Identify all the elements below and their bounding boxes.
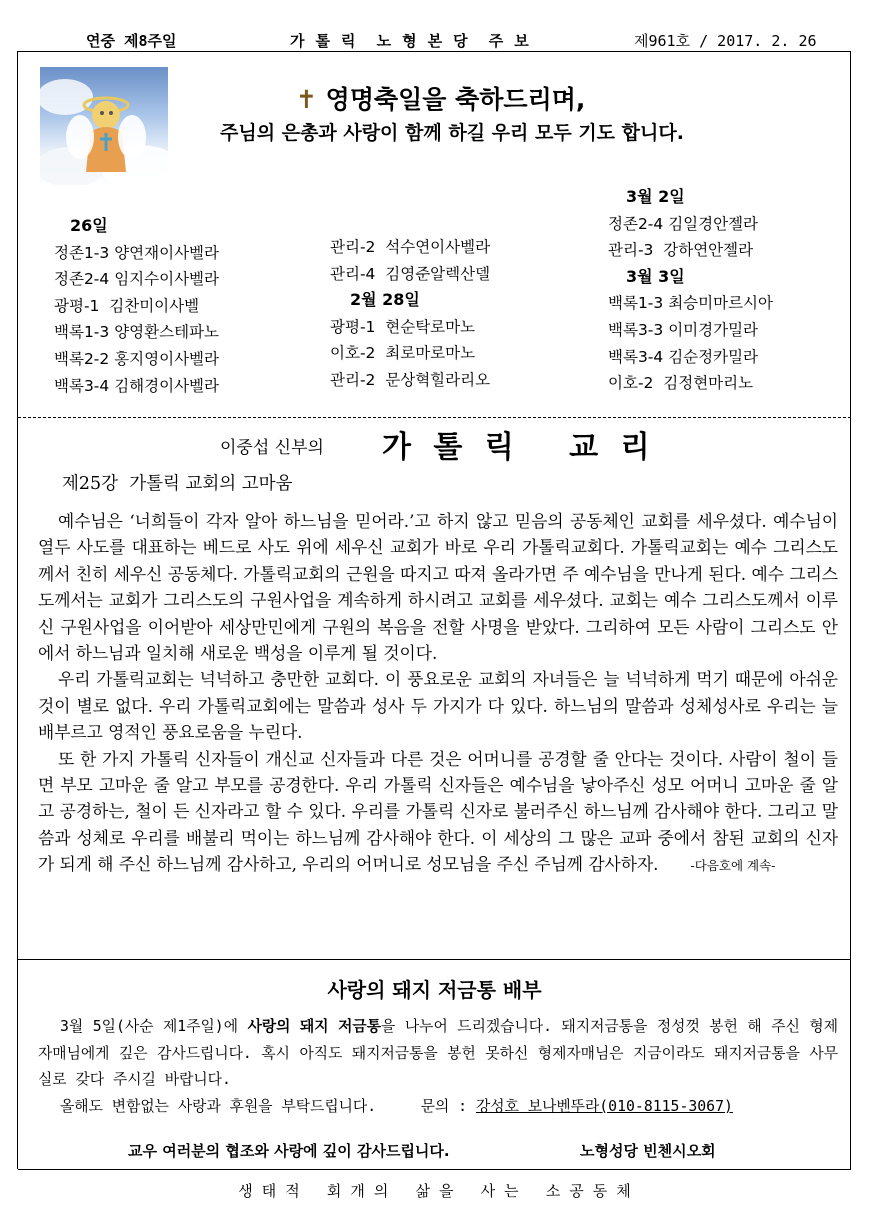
piggy-text: 3월 5일(사순 제1주일)에	[60, 1018, 248, 1035]
piggy-title: 사랑의 돼지 저금통 배부	[327, 978, 542, 1002]
cross-icon: ✝	[296, 85, 317, 114]
continued-note: -다음호에 계속-	[690, 858, 776, 874]
greeting-title: 영명축일을 축하드리며,	[325, 85, 586, 114]
feast-col-3	[608, 184, 773, 397]
feast-day-26: 26일	[70, 216, 108, 235]
catechism-author: 이중섭 신부의	[220, 438, 324, 458]
contact-info: 강성호 보나벤뚜라(010-8115-3067)	[476, 1097, 733, 1115]
piggy-paragraph	[38, 1014, 838, 1094]
feast-name: 관리-2 문상혁힐라리오	[330, 370, 491, 389]
header-title: 가 톨 릭 노 형 본 당 주 보	[290, 32, 530, 50]
greeting-line1	[296, 80, 585, 116]
feast-name: 이호-2 김정현마리노	[608, 374, 754, 393]
piggy-org: 노형성당 빈첸시오회	[580, 1142, 716, 1160]
feast-day-mar2: 3월 2일	[626, 187, 685, 206]
catechism-title: 가 톨 릭 교 리	[382, 430, 656, 465]
feast-name: 광평-1 현순탁로마노	[330, 317, 476, 336]
piggy-text: 을 나누어 드리겠습니다. 돼지저금통을 정성껏 봉헌 해 주신 형제자매님에게 깊은 감사드립니다. 혹시 아직도 돼지저금통을 봉헌 못하신 형제자매님은 지금이라도 돼지저금통을 사무실로 갖다 주시길 바랍니다.	[38, 1018, 839, 1089]
catechism-paragraph: 예수님은 ‘너희들이 각자 알아 하느님을 믿어라.’고 하지 않고 믿음의 공동체인 교회를 세우셨다. 예수님이 열두 사도를 대표하는 베드로 사도 위에 세우신 교회가 바로 우리 가톨릭교회다. 가톨릭교회는 예수 그리스도께서 친히 세우신 공동체다. 가톨릭교회의 근원을 따지고 따져 올라가면 주 예수님을 만나게 된다. 예수 그리스도께서는 교회가 그리스도의 구원사업을 계속하게 하시려고 교회를 세우셨다. 교회는 예수 그리스도께서 이루신 구원사업을 이어받아 세상만민에게 구원의 복음을 전할 사명을 받았다. 그리하여 모든 사람이 그리스도 안에서 하느님과 일치해 새로운 백성을 이루게 될 것이다.	[38, 511, 838, 664]
footer-rule	[18, 1169, 851, 1170]
angel-image	[40, 67, 168, 185]
feast-day-mar3: 3월 3일	[626, 266, 685, 286]
catechism-body	[38, 508, 838, 880]
feast-name: 정존2-4 임지수이사벨라	[54, 270, 220, 289]
feast-name: 정존2-4 김일경안젤라	[608, 214, 759, 233]
feast-name: 백록2-2 홍지영이사벨라	[54, 349, 220, 368]
greeting-line2: 주님의 은총과 사랑이 함께 하길 우리 모두 기도 합니다.	[220, 122, 684, 144]
feast-name: 백록1-3 최승미마르시아	[608, 294, 774, 313]
header-issue: 제961호 / 2017. 2. 26	[634, 32, 817, 50]
feast-name: 백록3-4 김해경이사벨라	[54, 376, 220, 395]
piggy-paragraph	[38, 1094, 838, 1121]
angel-figure-icon	[40, 67, 168, 185]
feast-col-2	[330, 234, 490, 394]
catechism-lesson: 제25강 가톨릭 교회의 고마움	[62, 474, 293, 494]
feast-day-28: 2월 28일	[350, 290, 420, 310]
feast-name: 관리-2 석수연이사벨라	[330, 238, 491, 256]
piggy-request: 올해도 변함없는 사랑과 후원을 부탁드립니다.	[60, 1097, 377, 1115]
feast-name: 관리-3 강하연안젤라	[608, 241, 754, 260]
catechism-paragraph	[38, 746, 838, 880]
feast-col-1	[54, 213, 219, 399]
catechism-paragraph-text: 또 한 가지 가톨릭 신자들이 개신교 신자들과 다른 것은 어머니를 공경할 줄 안다는 것이다. 사람이 철이 들면 부모 고마운 줄 알고 부모를 공경한다. 우리 가톨릭 신자들은 예수님을 낳아주신 성모 어머니 고마운 줄 알고 공경하는, 철이 든 신자라고 할 수 있다. 우리를 가톨릭 신자로 불러주신 하느님께 감사해야 한다. 그리고 말씀과 성체로 우리를 배불리 먹이는 하느님께 감사해야 한다. 이 세상의 그 많은 교파 중에서 참된 교회의 신자가 되게 해 주신 하느님께 감사하고, 우리의 어머니로 성모님을 주신 주님께 감사하자.	[38, 748, 838, 875]
section-rule	[18, 959, 851, 960]
feast-name: 관리-4 김영준알렉산델	[330, 264, 491, 283]
piggy-highlight: 사랑의 돼지 저금통	[247, 1018, 382, 1035]
feast-name: 이호-2 최로마로마노	[330, 344, 476, 363]
catechism-paragraph: 우리 가톨릭교회는 넉넉하고 충만한 교회다. 이 풍요로운 교회의 자녀들은 늘 넉넉하게 먹기 때문에 아쉬운 것이 별로 없다. 우리 가톨릭교회에는 말씀과 성사 두 가지가 다 있다. 하느님의 말씀과 성체성사로 우리는 늘 배부르고 영적인 풍요로움을 누린다.	[38, 669, 838, 743]
section-divider	[18, 417, 851, 418]
feast-name: 백록3-3 이미경가밀라	[608, 320, 759, 339]
feast-name: 광평-1 김찬미이사벨	[54, 296, 200, 315]
piggy-thanks: 교우 여러분의 협조와 사랑에 깊이 감사드립니다.	[128, 1142, 450, 1160]
contact-label: 문의 :	[420, 1097, 477, 1115]
header-week: 연중 제8주일	[86, 32, 177, 50]
feast-name: 백록1-3 양영환스테파노	[54, 323, 220, 342]
footer-motto: 생 태 적 회 개 의 삶 을 사 는 소 공 동 체	[238, 1182, 631, 1200]
piggy-body	[38, 1014, 838, 1120]
feast-name: 정존1-3 양연재이사벨라	[54, 243, 220, 262]
feast-name: 백록3-4 김순정카밀라	[608, 347, 759, 366]
